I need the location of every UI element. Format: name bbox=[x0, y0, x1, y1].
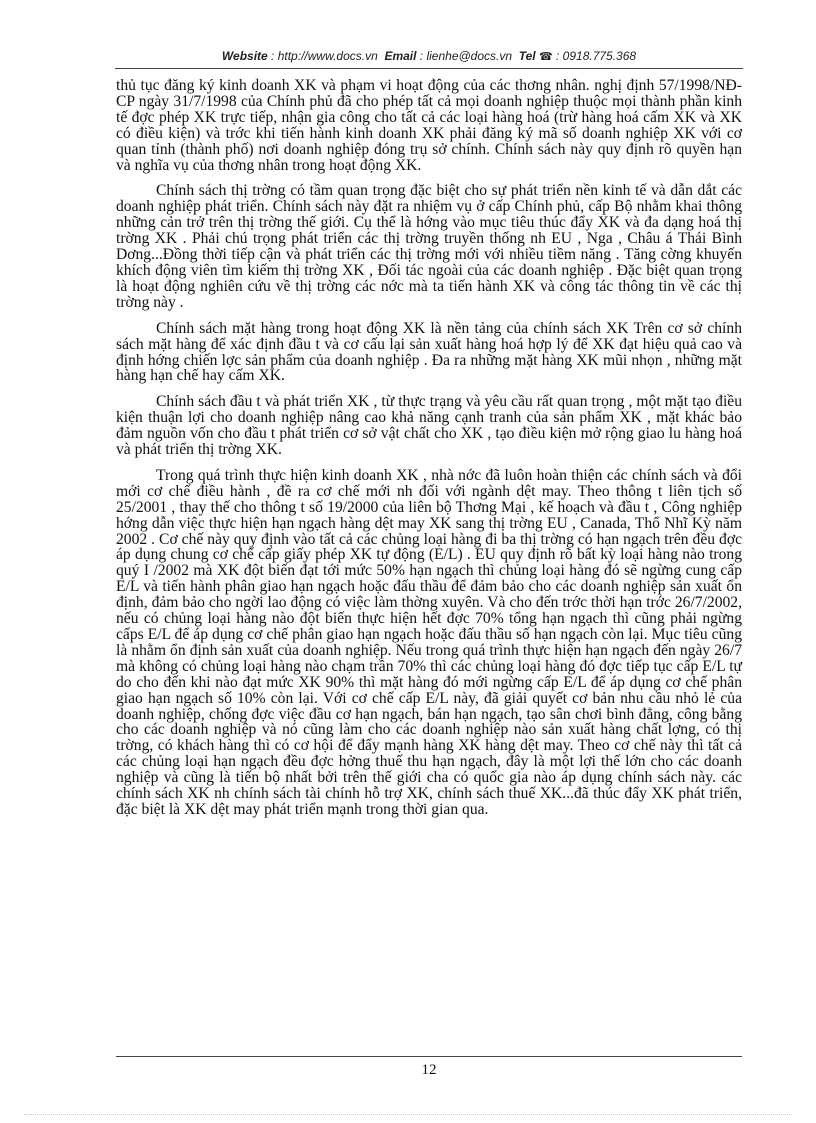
page-header bbox=[115, 48, 743, 69]
tel-label: Tel bbox=[518, 49, 536, 63]
website-label: Website bbox=[221, 49, 268, 63]
tel-value: : 0918.775.368 bbox=[556, 49, 637, 63]
website-value: : http://www.docs.vn bbox=[271, 49, 378, 63]
paragraph-export-implementation: Trong quá trình thực hiện kinh doanh XK , nhà nớc đã luôn hoàn thiện các chính sách và đổi mới cơ chế điều hành , đề ra cơ chế mới nh đối với ngành dệt may. Theo thông t liên tịch số 25/2001 , thay thế cho thông t số 19/2000 của liên bộ Thơng Mại , kế hoạch và đầu t , Công nghiệp hớng dẫn việc thực hiện hạn ngạch hàng dệt may XK sang thị trờng EU , Canada, Thổ Nhĩ Kỳ năm 2002 . Cơ chế này quy định vào tất cả các chủng loại hàng đi ba thị trờng có hạn ngạch trên đều đợc áp dụng chung cơ chế cấp giấy phép XK tự động (E/L) . EU quy định rõ bất kỳ loại hàng nào trong quý I /2002 mà XK đột biến đạt tới mức 50% hạn ngạch thì chủng loại hàng đó sẽ ngừng cung cấp E/L và tiến hành phân giao hạn ngạch hoặc đấu thầu để đảm bảo cho các doanh nghiệp sản xuất ổn định, đảm bảo cho ngời lao động có việc làm thờng xuyên. Và cho đến trớc thời hạn trớc 26/7/2002, nếu có chủng loại hàng nào đột biến thực hiện hết đợc 70% tổng hạn ngạch thì cũng phải ngừng cấps E/L để áp dụng cơ chế phân giao hạn ngạch hoặc đấu thầu số hạn ngạch còn lại. Mục tiêu cũng là nhằm ổn định sản xuất của doanh nghiệp. Nếu trong quá trình thực hiện hạn ngạch đến ngày 26/7 mà không có chủng loại hàng nào chạm trần 70% thì các chủng loại hàng đó đợc tiếp tục cấp E/L tự do cho đến khi nào đạt mức XK 90% thì mặt hàng đó mới ngừng cấp E/L để áp dụng cơ chế phân giao hạn ngạch số 10% còn lại. Với cơ chế cấp E/L này, đã giải quyết cơ bản nhu cầu nhỏ lẻ của doanh nghiệp, chống đợc việc đầu cơ hạn ngạch, bán hạn ngạch, tạo sân chơi bình đẳng, công bằng cho các doanh nghiệp và nó cũng làm cho các doanh nghiệp nào sản xuất hàng chất lợng, có thị trờng, có khách hàng thì có cơ hội để đẩy mạnh hàng XK hàng dệt may. Theo cơ chế này thì tất cả các chủng loại hạn ngạch đều đợc hởng thuế thu hạn ngạch, đây là một lợi thế lớn cho các doanh nghiệp và cũng là tiến bộ nhất bởi trên thế giới cha có quốc gia nào áp dụng chính sách này. các chính sách XK nh chính sách tài chính hỗ trợ XK, chính sách thuế XK...đã thúc đẩy XK phát triển, đặc biệt là XK dệt may phát triển mạnh trong thời gian qua. bbox=[116, 466, 742, 818]
page-number: 12 bbox=[421, 1062, 437, 1078]
email-label: Email bbox=[384, 49, 417, 63]
email-value: : lienhe@docs.vn bbox=[419, 49, 513, 63]
footer-divider bbox=[116, 1056, 742, 1057]
paragraph-market-policy: Chính sách thị trờng có tầm quan trọng đặc biệt cho sự phát triển nền kinh tế và dẫn dắt các doanh nghiệp phát triển. Chính sách này đặt ra nhiệm vụ ở cấp Chính phủ, cấp Bộ nhằm khai thông những cản trở trên thị trờng thế giới. Cụ thể là hớng vào mục tiêu thúc đẩy XK và đa dạng hoá thị trờng XK . Phải chú trọng phát triển các thị trờng truyền thống nh EU , Nga , Châu á Thái Bình Dơng...Đồng thời tiếp cận và phát triển các thị trờng mới với nhiều tiềm năng . Tăng cờng khuyến khích động viên tìm kiếm thị trờng XK , Đối tác ngoài của các doanh nghiệp . Đặc biệt quan trọng là hoạt động nghiên cứu về thị trờng các nớc mà ta tiến hành XK và công tác thông tin về các thị trờng này . bbox=[116, 182, 742, 311]
paragraph-investment-policy: Chính sách đầu t và phát triển XK , từ thực trạng và yêu cầu rất quan trọng , một mặt tạo điều kiện thuận lợi cho doanh nghiệp nâng cao khả năng cạnh tranh của sản phẩm XK , mặt khác bảo đảm nguồn vốn cho đầu t phát triển cơ sở vật chất cho XK , tạo điều kiện mở rộng giao lu hàng hoá và phát triển thị trờng XK. bbox=[116, 393, 742, 459]
document-body bbox=[116, 78, 742, 828]
paragraph-product-policy: Chính sách mặt hàng trong hoạt động XK là nền tảng của chính sách XK Trên cơ sở chính sách mặt hàng để xác định đầu t và cơ cấu lại sản xuất hàng hoá hợp lý để XK đạt hiệu quả cao và định hớng chiến lợc sản phẩm của doanh nghiệp . Đa ra những mặt hàng XK mũi nhọn , những mặt hàng hạn chế hay cấm XK. bbox=[116, 319, 742, 385]
paragraph-continuation: thủ tục đăng ký kinh doanh XK và phạm vi hoạt động của các thơng nhân. nghị định 57/1998/NĐ-CP ngày 31/7/1998 của Chính phủ đã cho phép tất cả mọi doanh nghiệp thuộc mọi thành phần kinh tế đợc phép XK trực tiếp, nhận gia công cho tất cả các loại hàng hoá (trừ hàng hoá cấm XK và XK có điều kiện) và trớc khi tiến hành kinh doanh XK phải đăng ký mã số doanh nghiệp XK với cơ quan tỉnh (thành phố) nơi doanh nghiệp đóng trụ sở chính. Chính sách này quy định rõ quyền hạn và nghĩa vụ của thơng nhân trong hoạt động XK. bbox=[116, 77, 742, 174]
page-bottom-border bbox=[24, 1114, 792, 1115]
phone-icon: ☎ bbox=[538, 51, 553, 63]
